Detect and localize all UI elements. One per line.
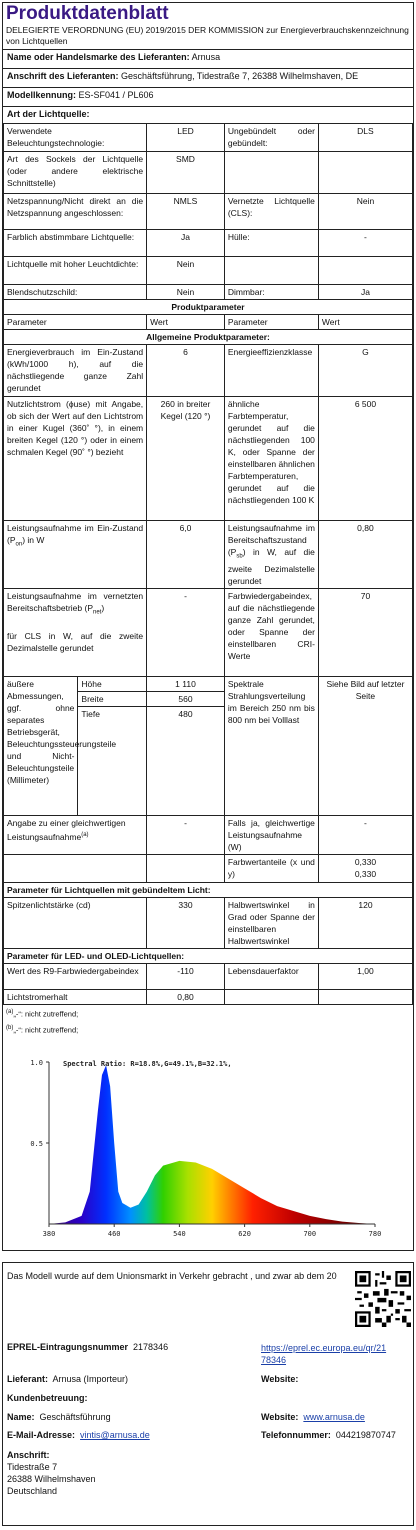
dim-value: 1 110 bbox=[147, 677, 224, 692]
param-value: 0,330 0,330 bbox=[318, 854, 412, 882]
x-tick-label: 700 bbox=[303, 1229, 317, 1238]
dimensions-label: äußere Abmessungen, ggf. ohne separates Betriebsgerät, Beleuchtungssteuerungsteile und Nicht-Beleuchtungsteile (Millimeter) bbox=[4, 677, 78, 815]
param-value: 6 500 bbox=[318, 397, 412, 521]
qr-code-icon bbox=[355, 1271, 411, 1327]
art-label: Lichtquelle mit hoher Leuchtdichte: bbox=[4, 257, 147, 285]
param-label: Leistungsaufnahme im vernetzten Bereitschaftsbetrieb $(P_{net})$ für CLS in W, auf die zweite Dezimalstelle gerundet bbox=[4, 588, 147, 676]
y-tick-label: 0.5 bbox=[30, 1139, 43, 1148]
art-label: Verwendete Beleuchtungstechnologie: bbox=[4, 124, 147, 152]
dim-key: Tiefe bbox=[78, 706, 146, 815]
col-param: Parameter bbox=[224, 315, 318, 330]
param-row bbox=[4, 989, 413, 1004]
x-tick-label: 780 bbox=[368, 1229, 382, 1238]
art-table bbox=[3, 123, 413, 1005]
param-label: Falls ja, gleichwertige Leistungsaufnahme (W) bbox=[224, 815, 318, 854]
email-row: E-Mail-Adresse: vintis@arnusa.de bbox=[7, 1430, 150, 1440]
art-label bbox=[224, 152, 318, 194]
param-label: Wert des R9-Farbwiedergabeindex bbox=[4, 963, 147, 989]
col-wert: Wert bbox=[318, 315, 412, 330]
supplier-name-label: Name oder Handelsmarke des Lieferanten: bbox=[7, 52, 190, 62]
address-block: Anschrift: Tidestraße 7 26388 Wilhelmshaven Deutschland bbox=[7, 1450, 96, 1496]
param-value: 120 bbox=[318, 897, 412, 948]
led-heading: Parameter für LED- und OLED-Lichtquellen: bbox=[4, 948, 413, 963]
param-label: Halbwertswinkel in Grad oder Spanne der einstellbaren Halbwertswinkel bbox=[224, 897, 318, 948]
eprel-row: EPREL-Eintragungsnummer 2178346 bbox=[7, 1342, 169, 1352]
param-value: 6 bbox=[147, 345, 225, 397]
art-value: LED bbox=[147, 124, 225, 152]
dim-value: 480 bbox=[178, 708, 193, 719]
art-value: - bbox=[318, 230, 412, 257]
x-tick-label: 380 bbox=[42, 1229, 56, 1238]
supplier-address-value: Geschäftsführung, Tidestraße 7, 26388 Wilhelmshaven, DE bbox=[121, 71, 359, 81]
supplier-address-label: Anschrift des Lieferanten: bbox=[7, 71, 119, 81]
art-row bbox=[4, 257, 413, 285]
art-value: DLS bbox=[318, 124, 412, 152]
param-row bbox=[4, 963, 413, 989]
param-label: Leistungsaufnahme im Ein-Zustand $(P_{on})$ in W bbox=[4, 521, 147, 589]
model-label: Modellkennung: bbox=[7, 90, 76, 100]
art-label bbox=[224, 257, 318, 285]
art-label: Netzspannung/Nicht direkt an die Netzspannung angeschlossen: bbox=[4, 194, 147, 230]
param-row bbox=[4, 588, 413, 676]
dim-key: Breite bbox=[78, 691, 146, 706]
param-value: - bbox=[147, 588, 225, 676]
param-value: -110 bbox=[147, 963, 225, 989]
email-link[interactable]: vintis@arnusa.de bbox=[80, 1430, 150, 1440]
param-value: 0,80 bbox=[318, 521, 412, 589]
param-value: - bbox=[147, 815, 225, 854]
art-value: NMLS bbox=[147, 194, 225, 230]
website-row: Website: www.arnusa.de bbox=[261, 1412, 365, 1422]
supplier-name-value: Arnusa bbox=[191, 52, 221, 62]
spectrum-chart bbox=[3, 1038, 413, 1250]
col-wert: Wert bbox=[147, 315, 225, 330]
telephone-row: Telefonnummer: 044219870747 bbox=[261, 1430, 396, 1440]
art-row bbox=[4, 230, 413, 257]
param-label: ähnliche Farbtemperatur, gerundet auf die nächstliegenden 100 K, oder Spanne der einstellbaren ähnlichen Farbtemperaturen, gerundet auf die nächstliegenden 100 K bbox=[224, 397, 318, 521]
param-row bbox=[4, 521, 413, 589]
param-label: Leistungsaufnahme im Bereitschaftszustand $(P_{sb})$ in W, auf die zweite Dezimalstelle gerundet bbox=[224, 521, 318, 589]
param-value: 330 bbox=[147, 897, 225, 948]
supplier-name-row bbox=[3, 49, 413, 68]
gebuendelt-heading: Parameter für Lichtquellen mit gebündeltem Licht: bbox=[4, 882, 413, 897]
param-row bbox=[4, 897, 413, 948]
param-label: Lichtstromerhalt bbox=[4, 989, 147, 1004]
produkt-heading: Produktparameter bbox=[4, 300, 413, 315]
x-tick-label: 540 bbox=[173, 1229, 186, 1238]
art-label: Farblich abstimmbare Lichtquelle: bbox=[4, 230, 147, 257]
dim-key: Höhe bbox=[78, 677, 146, 692]
datasheet bbox=[2, 2, 414, 1251]
art-row bbox=[4, 194, 413, 230]
param-label: Energieverbrauch im Ein-Zustand (kWh/1000 h), auf die nächstliegende ganze Zahl gerundet bbox=[4, 345, 147, 397]
art-row bbox=[4, 124, 413, 152]
param-row bbox=[4, 397, 413, 521]
art-heading: Art der Lichtquelle: bbox=[3, 106, 413, 123]
param-value: Siehe Bild auf letzter Seite bbox=[318, 676, 412, 815]
param-label: Spitzenlichtstärke (cd) bbox=[4, 897, 147, 948]
footnote-b: $^{(b)}$„-“: nicht zutreffend; bbox=[6, 1025, 79, 1035]
contact-name-row: Name: Geschäftsführung bbox=[7, 1412, 111, 1422]
param-value: G bbox=[318, 345, 412, 397]
param-row bbox=[4, 345, 413, 397]
param-label: Farbwiedergabeindex, auf die nächstliegende ganze Zahl gerundet, oder Spanne der einstellbaren CRI-Werte bbox=[224, 588, 318, 676]
lieferant-row: Lieferant: Arnusa (Importeur) bbox=[7, 1374, 129, 1384]
page-subtitle: DELEGIERTE VERORDNUNG (EU) 2019/2015 DER KOMMISSION zur Energieverbrauchskennzeichnung von Lichtquellen bbox=[6, 25, 409, 46]
footnote-a: $^{(a)}$„-“: nicht zutreffend; bbox=[6, 1008, 79, 1019]
param-label: Spektrale Strahlungsverteilung im Bereich 250 nm bis 800 nm bei Volllast bbox=[224, 676, 318, 815]
art-label: Blendschutzschild: bbox=[4, 285, 147, 300]
eprel-link[interactable]: https://eprel.ec.europa.eu/qr/21 78346 bbox=[261, 1343, 387, 1365]
allgemein-heading: Allgemeine Produktparameter: bbox=[4, 330, 413, 345]
kundenbetreuung-label: Kundenbetreuung: bbox=[7, 1393, 88, 1403]
model-row bbox=[3, 87, 413, 106]
spectrum-area bbox=[49, 1065, 375, 1224]
art-value: Nein bbox=[147, 285, 225, 300]
art-value: Nein bbox=[318, 194, 412, 230]
website-label: Website: bbox=[261, 1374, 299, 1384]
art-value: Ja bbox=[147, 230, 225, 257]
art-value bbox=[318, 152, 412, 194]
x-tick-label: 460 bbox=[107, 1229, 121, 1238]
col-param: Parameter bbox=[4, 315, 147, 330]
param-value: - bbox=[318, 815, 412, 854]
column-header-row bbox=[4, 315, 413, 330]
art-label: Ungebündelt oder gebündelt: bbox=[224, 124, 318, 152]
param-value: 1,00 bbox=[318, 963, 412, 989]
art-label: Art des Sockels der Lichtquelle (oder andere elektrische Schnittstelle) bbox=[4, 152, 147, 194]
dim-value: 560 bbox=[147, 691, 224, 706]
art-label: Dimmbar: bbox=[224, 285, 318, 300]
art-value: Ja bbox=[318, 285, 412, 300]
param-label: Farbwertanteile (x und y) bbox=[224, 854, 318, 882]
x-tick-label: 620 bbox=[238, 1229, 251, 1238]
footer-section bbox=[2, 1262, 414, 1526]
param-value: 6,0 bbox=[147, 521, 225, 589]
art-label: Hülle: bbox=[224, 230, 318, 257]
param-value: 260 in breiter Kegel (120 °) bbox=[147, 397, 225, 521]
supplier-address-row bbox=[3, 68, 413, 87]
art-value: Nein bbox=[147, 257, 225, 285]
chart-title: Spectral Ratio: R=18.8%,G=49.1%,B=32.1%, bbox=[63, 1059, 232, 1068]
param-value: 70 bbox=[318, 588, 412, 676]
param-label: Lebensdauerfaktor bbox=[224, 963, 318, 989]
dimensions-row bbox=[4, 676, 413, 815]
param-label: Nutzlichtstrom (ϕuse) mit Angabe, ob sich der Wert auf den Lichtstrom in einer Kugel (360˚ °), in einem breiten Kegel (120 °) oder in einem schmalen Kegel (90˚ °) bezieht bbox=[4, 397, 147, 521]
market-text: Das Modell wurde auf dem Unionsmarkt in Verkehr gebracht , und zwar ab dem 20 bbox=[7, 1271, 337, 1281]
art-row bbox=[4, 285, 413, 300]
dimensions-cell bbox=[4, 676, 147, 815]
art-row bbox=[4, 152, 413, 194]
param-value: 0,80 bbox=[147, 989, 225, 1004]
param-row bbox=[4, 854, 413, 882]
param-label: Angabe zu einer gleichwertigen Leistungsaufnahme$^{(a)}$ bbox=[4, 815, 147, 854]
model-value: ES-SF041 / PL606 bbox=[78, 90, 154, 100]
dimensions-values bbox=[147, 676, 225, 815]
art-value: SMD bbox=[147, 152, 225, 194]
page-title: Produktdatenblatt bbox=[6, 3, 169, 24]
y-tick-label: 1.0 bbox=[30, 1058, 43, 1067]
art-label: Vernetzte Lichtquelle (CLS): bbox=[224, 194, 318, 230]
param-label: Energieeffizienzklasse bbox=[224, 345, 318, 397]
param-row bbox=[4, 815, 413, 854]
art-value bbox=[318, 257, 412, 285]
website-link[interactable]: www.arnusa.de bbox=[303, 1412, 365, 1422]
